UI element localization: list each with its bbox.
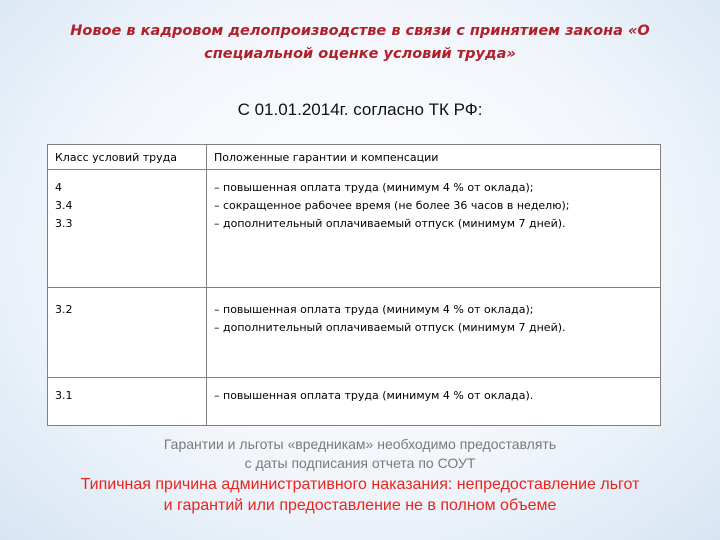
guarantee-item: – повышенная оплата труда (минимум 4 % от оклада); <box>214 181 534 194</box>
guarantees-table <box>47 144 661 426</box>
header-class-cell: Класс условий труда <box>48 145 207 170</box>
table-row <box>48 378 661 426</box>
class-value: 3.1 <box>55 389 73 402</box>
class-cell <box>48 170 207 288</box>
guarantee-item: – повышенная оплата труда (минимум 4 % от оклада). <box>214 389 534 402</box>
guarantee-item: – повышенная оплата труда (минимум 4 % от оклада); <box>214 303 534 316</box>
class-cell <box>48 288 207 378</box>
slide-title-line-2: специальной оценке условий труда» <box>204 46 516 62</box>
sout-note <box>0 435 720 473</box>
class-value: 3.4 <box>55 199 73 212</box>
guarantee-item: – дополнительный оплачиваемый отпуск (минимум 7 дней). <box>214 321 566 334</box>
guarantee-item: – дополнительный оплачиваемый отпуск (минимум 7 дней). <box>214 217 566 230</box>
table-header-row <box>48 145 661 170</box>
table-row <box>48 288 661 378</box>
class-cell <box>48 378 207 426</box>
sout-note-line-1: Гарантии и льготы «вредникам» необходимо предоставлять <box>163 436 557 452</box>
slide-title-line-1: Новое в кадровом делопроизводстве в связи с принятием закона «О <box>70 23 650 39</box>
slide-subtitle: С 01.01.2014г. согласно ТК РФ: <box>237 100 483 119</box>
sout-note-line-2: с даты подписания отчета по СОУТ <box>244 455 476 471</box>
penalty-warning-line-2: и гарантий или предоставление не в полном объеме <box>163 497 557 514</box>
class-value: 3.2 <box>55 303 73 316</box>
guarantees-cell <box>207 288 661 378</box>
class-value: 4 <box>55 181 62 194</box>
guarantee-item: – сокращенное рабочее время (не более 36 часов в неделю); <box>214 199 570 212</box>
header-guarantees-cell: Положенные гарантии и компенсации <box>207 145 661 170</box>
guarantees-cell <box>207 378 661 426</box>
penalty-warning-line-1: Типичная причина административного наказания: непредоставление льгот <box>80 476 640 493</box>
class-value: 3.3 <box>55 217 73 230</box>
penalty-warning <box>0 474 720 516</box>
slide-title <box>60 20 660 66</box>
table-row <box>48 170 661 288</box>
guarantees-cell <box>207 170 661 288</box>
